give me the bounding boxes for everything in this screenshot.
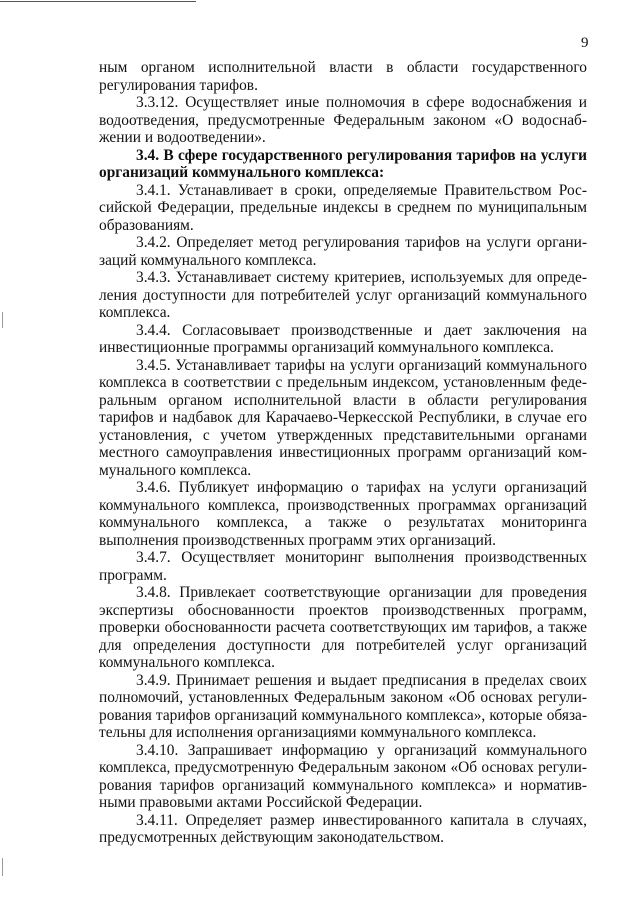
page-number: 9 bbox=[581, 35, 589, 51]
scan-margin-mark bbox=[2, 858, 3, 876]
section-heading-3-4: 3.4. В сфере государственного регулирования тарифов на услуги организаций коммунального комплекса: bbox=[99, 146, 587, 181]
clause-3-4-3: 3.4.3. Устанавливает систему критериев, используемых для определения доступности для потребителей услуг организаций коммунального комплекса. bbox=[99, 269, 587, 321]
scan-top-rule bbox=[0, 1, 196, 2]
clause-3-4-9: 3.4.9. Принимает решения и выдает предписания в пределах своих полномочий, установленных Федеральным законом «Об основах регулирования тарифов организаций коммунального комплекса», которые обязательны для исполнения организациями коммунального комплекса. bbox=[99, 671, 587, 741]
clause-3-4-8: 3.4.8. Привлекает соответствующие организации для проведения экспертизы обоснованности проектов производственных программ, проверки обоснованности расчета соответствующих им тарифов, а также для определения доступности для потребителей услуг организаций коммунального комплекса. bbox=[99, 584, 587, 671]
scan-margin-mark bbox=[2, 312, 3, 328]
paragraph-continuation: ным органом исполнительной власти в области государственного регулирования тарифов. bbox=[99, 59, 587, 94]
clause-3-4-6: 3.4.6. Публикует информацию о тарифах на услуги организаций коммунального комплекса, производственных программах организаций коммунального комплекса, а также о результатах мониторинга выполнения производственных программ этих организаций. bbox=[99, 479, 587, 549]
clause-3-4-10: 3.4.10. Запрашивает информацию у организаций коммунального комплекса, предусмотренную Федеральным законом «Об основах регулирования тарифов организаций коммунального комплекса» и нормативными правовыми актами Российской Федерации. bbox=[99, 741, 587, 811]
clause-3-4-2: 3.4.2. Определяет метод регулирования тарифов на услуги организаций коммунального комплекса. bbox=[99, 234, 587, 269]
clause-3-3-12: 3.3.12. Осуществляет иные полномочия в сфере водоснабжения и водоотведения, предусмотренные Федеральным законом «О водоснабжении и водоотведении». bbox=[99, 94, 587, 146]
clause-3-4-1: 3.4.1. Устанавливает в сроки, определяемые Правительством Российской Федерации, предельные индексы в среднем по муниципальным образованиям. bbox=[99, 181, 587, 234]
clause-3-4-5: 3.4.5. Устанавливает тарифы на услуги организаций коммунального комплекса в соответствии с предельным индексом, установленным федеральным органом исполнительной власти в области регулирования тарифов и надбавок для Карачаево-Черкесской Республики, в случае его установления, с учетом утвержденных представительными органами местного самоуправления инвестиционных программ организаций коммунального комплекса. bbox=[99, 356, 587, 479]
clause-3-4-4: 3.4.4. Согласовывает производственные и дает заключения на инвестиционные программы организаций коммунального комплекса. bbox=[99, 321, 587, 356]
clause-3-4-11: 3.4.11. Определяет размер инвестированного капитала в случаях, предусмотренных действующим законодательством. bbox=[99, 811, 587, 846]
document-body bbox=[99, 59, 587, 847]
clause-3-4-7: 3.4.7. Осуществляет мониторинг выполнения производственных программ. bbox=[99, 549, 587, 584]
